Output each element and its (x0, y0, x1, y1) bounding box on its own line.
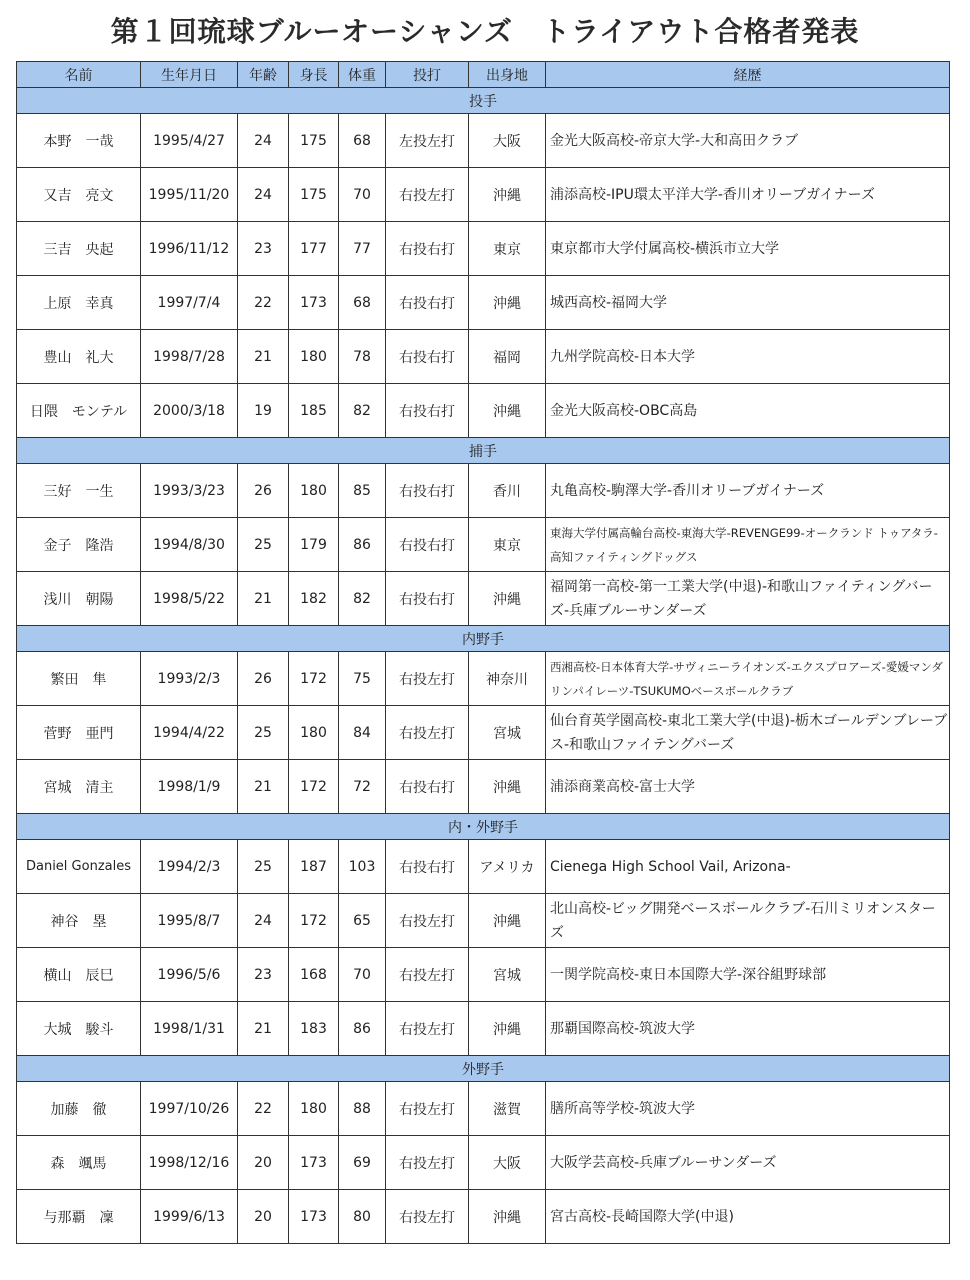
cell-bats-throws: 右投左打 (386, 1002, 469, 1056)
cell-age: 24 (238, 168, 289, 222)
cell-career: 浦添商業高校-富士大学 (546, 760, 950, 814)
cell-name: 上原 幸真 (17, 276, 141, 330)
cell-career: 膳所高等学校-筑波大学 (546, 1082, 950, 1136)
cell-height: 185 (289, 384, 339, 438)
cell-name: 与那覇 凜 (17, 1190, 141, 1244)
cell-hometown: 沖縄 (469, 894, 546, 948)
cell-weight: 68 (339, 114, 386, 168)
section-label: 投手 (17, 88, 950, 114)
cell-height: 172 (289, 894, 339, 948)
section-header-row (17, 88, 950, 114)
cell-weight: 77 (339, 222, 386, 276)
cell-hometown: 沖縄 (469, 760, 546, 814)
cell-career: 一関学院高校-東日本国際大学-深谷組野球部 (546, 948, 950, 1002)
cell-hometown: 沖縄 (469, 168, 546, 222)
cell-weight: 84 (339, 706, 386, 760)
player-row (17, 948, 950, 1002)
section-header-row (17, 438, 950, 464)
cell-name: 本野 一哉 (17, 114, 141, 168)
cell-career: 大阪学芸高校-兵庫ブルーサンダーズ (546, 1136, 950, 1190)
cell-career: 丸亀高校-駒澤大学-香川オリーブガイナーズ (546, 464, 950, 518)
cell-name: 宮城 清主 (17, 760, 141, 814)
cell-age: 21 (238, 1002, 289, 1056)
player-row (17, 840, 950, 894)
player-row (17, 114, 950, 168)
cell-bats-throws: 右投左打 (386, 894, 469, 948)
player-row (17, 384, 950, 438)
cell-career: 金光大阪高校-OBC高島 (546, 384, 950, 438)
cell-age: 21 (238, 572, 289, 626)
cell-birthdate: 1998/1/9 (141, 760, 238, 814)
player-row (17, 1002, 950, 1056)
cell-bats-throws: 右投左打 (386, 1190, 469, 1244)
cell-bats-throws: 右投左打 (386, 1082, 469, 1136)
cell-name: 豊山 礼大 (17, 330, 141, 384)
cell-weight: 70 (339, 948, 386, 1002)
cell-name: 菅野 亜門 (17, 706, 141, 760)
cell-age: 21 (238, 330, 289, 384)
cell-name: 又吉 亮文 (17, 168, 141, 222)
cell-career: 福岡第一高校-第一工業大学(中退)-和歌山ファイティングバーズ-兵庫ブルーサンダーズ (546, 572, 950, 626)
cell-hometown: 宮城 (469, 948, 546, 1002)
cell-name: 日隈 モンテル (17, 384, 141, 438)
cell-weight: 88 (339, 1082, 386, 1136)
cell-hometown: 沖縄 (469, 1002, 546, 1056)
player-row (17, 1136, 950, 1190)
cell-career: 東京都市大学付属高校-横浜市立大学 (546, 222, 950, 276)
cell-birthdate: 1999/6/13 (141, 1190, 238, 1244)
cell-hometown: 沖縄 (469, 1190, 546, 1244)
column-header-age: 年齢 (238, 62, 289, 88)
cell-height: 180 (289, 706, 339, 760)
cell-birthdate: 1996/11/12 (141, 222, 238, 276)
cell-name: 金子 隆浩 (17, 518, 141, 572)
cell-hometown: 大阪 (469, 1136, 546, 1190)
cell-birthdate: 1995/4/27 (141, 114, 238, 168)
cell-birthdate: 1995/11/20 (141, 168, 238, 222)
section-label: 内・外野手 (17, 814, 950, 840)
cell-career: 北山高校-ビッグ開発ベースボールクラブ-石川ミリオンスターズ (546, 894, 950, 948)
cell-career: 金光大阪高校-帝京大学-大和高田クラブ (546, 114, 950, 168)
page-title: 第１回琉球ブルーオーシャンズ トライアウト合格者発表 (110, 15, 860, 48)
player-row (17, 652, 950, 706)
cell-career: 東海大学付属高輪台高校-東海大学-REVENGE99-オークランド トゥアタラ-高知ファイティングドッグス (546, 518, 950, 572)
cell-age: 26 (238, 652, 289, 706)
cell-career: 浦添高校-IPU環太平洋大学-香川オリーブガイナーズ (546, 168, 950, 222)
cell-hometown: 香川 (469, 464, 546, 518)
cell-career: 城西高校-福岡大学 (546, 276, 950, 330)
cell-height: 175 (289, 114, 339, 168)
cell-height: 173 (289, 1136, 339, 1190)
cell-name: 横山 辰巳 (17, 948, 141, 1002)
cell-weight: 69 (339, 1136, 386, 1190)
cell-hometown: 福岡 (469, 330, 546, 384)
cell-bats-throws: 右投右打 (386, 760, 469, 814)
section-label: 捕手 (17, 438, 950, 464)
cell-height: 168 (289, 948, 339, 1002)
column-header-weight: 体重 (339, 62, 386, 88)
cell-weight: 72 (339, 760, 386, 814)
cell-weight: 85 (339, 464, 386, 518)
cell-birthdate: 1998/12/16 (141, 1136, 238, 1190)
header-row (17, 62, 950, 88)
cell-bats-throws: 右投左打 (386, 652, 469, 706)
cell-weight: 86 (339, 1002, 386, 1056)
cell-weight: 75 (339, 652, 386, 706)
cell-height: 173 (289, 1190, 339, 1244)
cell-hometown: 沖縄 (469, 276, 546, 330)
player-row (17, 464, 950, 518)
section-header-row (17, 1056, 950, 1082)
cell-hometown: 東京 (469, 518, 546, 572)
cell-name: 三好 一生 (17, 464, 141, 518)
cell-age: 25 (238, 706, 289, 760)
player-row (17, 894, 950, 948)
cell-birthdate: 1993/2/3 (141, 652, 238, 706)
cell-age: 24 (238, 894, 289, 948)
cell-career: 宮古高校-長崎国際大学(中退) (546, 1190, 950, 1244)
cell-weight: 103 (339, 840, 386, 894)
cell-age: 26 (238, 464, 289, 518)
cell-height: 179 (289, 518, 339, 572)
cell-bats-throws: 右投左打 (386, 706, 469, 760)
cell-age: 25 (238, 518, 289, 572)
cell-hometown: 東京 (469, 222, 546, 276)
cell-weight: 68 (339, 276, 386, 330)
cell-birthdate: 1996/5/6 (141, 948, 238, 1002)
cell-birthdate: 1997/10/26 (141, 1082, 238, 1136)
section-header-row (17, 626, 950, 652)
cell-name: 神谷 塁 (17, 894, 141, 948)
section-label: 外野手 (17, 1056, 950, 1082)
player-row (17, 276, 950, 330)
player-row (17, 1190, 950, 1244)
cell-weight: 82 (339, 572, 386, 626)
player-row (17, 222, 950, 276)
cell-weight: 80 (339, 1190, 386, 1244)
cell-birthdate: 1997/7/4 (141, 276, 238, 330)
cell-hometown: 宮城 (469, 706, 546, 760)
cell-weight: 70 (339, 168, 386, 222)
cell-height: 173 (289, 276, 339, 330)
cell-bats-throws: 右投左打 (386, 948, 469, 1002)
cell-name: 大城 駿斗 (17, 1002, 141, 1056)
cell-weight: 86 (339, 518, 386, 572)
player-row (17, 330, 950, 384)
column-header-bats-throws: 投打 (386, 62, 469, 88)
section-header-row (17, 814, 950, 840)
cell-name: 森 颯馬 (17, 1136, 141, 1190)
cell-bats-throws: 右投右打 (386, 464, 469, 518)
cell-hometown: 神奈川 (469, 652, 546, 706)
cell-bats-throws: 右投右打 (386, 384, 469, 438)
cell-bats-throws: 右投右打 (386, 518, 469, 572)
cell-birthdate: 1995/8/7 (141, 894, 238, 948)
cell-height: 183 (289, 1002, 339, 1056)
cell-age: 20 (238, 1190, 289, 1244)
cell-birthdate: 1993/3/23 (141, 464, 238, 518)
cell-age: 25 (238, 840, 289, 894)
cell-bats-throws: 右投左打 (386, 1136, 469, 1190)
cell-career: 仙台育英学園高校-東北工業大学(中退)-栃木ゴールデンブレーブス-和歌山ファイテングバーズ (546, 706, 950, 760)
player-row (17, 572, 950, 626)
cell-height: 182 (289, 572, 339, 626)
cell-hometown: 沖縄 (469, 384, 546, 438)
cell-bats-throws: 右投右打 (386, 222, 469, 276)
cell-height: 180 (289, 330, 339, 384)
cell-age: 22 (238, 1082, 289, 1136)
cell-height: 175 (289, 168, 339, 222)
column-header-career: 経歴 (546, 62, 950, 88)
cell-birthdate: 1998/1/31 (141, 1002, 238, 1056)
cell-hometown: 滋賀 (469, 1082, 546, 1136)
cell-hometown: 大阪 (469, 114, 546, 168)
cell-name: Daniel Gonzales (17, 840, 141, 894)
cell-name: 加藤 徹 (17, 1082, 141, 1136)
column-header-birthdate: 生年月日 (141, 62, 238, 88)
player-row (17, 518, 950, 572)
cell-birthdate: 1994/2/3 (141, 840, 238, 894)
cell-career: Cienega High School Vail, Arizona- (546, 840, 950, 894)
cell-age: 21 (238, 760, 289, 814)
cell-bats-throws: 左投左打 (386, 114, 469, 168)
cell-height: 180 (289, 464, 339, 518)
cell-birthdate: 1998/7/28 (141, 330, 238, 384)
player-row (17, 706, 950, 760)
cell-weight: 78 (339, 330, 386, 384)
cell-age: 22 (238, 276, 289, 330)
cell-weight: 65 (339, 894, 386, 948)
cell-height: 172 (289, 652, 339, 706)
cell-age: 20 (238, 1136, 289, 1190)
cell-birthdate: 2000/3/18 (141, 384, 238, 438)
cell-bats-throws: 右投右打 (386, 276, 469, 330)
cell-birthdate: 1994/4/22 (141, 706, 238, 760)
player-row (17, 1082, 950, 1136)
cell-height: 180 (289, 1082, 339, 1136)
cell-height: 177 (289, 222, 339, 276)
cell-weight: 82 (339, 384, 386, 438)
column-header-hometown: 出身地 (469, 62, 546, 88)
column-header-height: 身長 (289, 62, 339, 88)
player-row (17, 760, 950, 814)
cell-career: 西湘高校-日本体育大学-サヴィニーライオンズ-エクスプロアーズ-愛媛マンダリンパイレーツ-TSUKUMOベースボールクラブ (546, 652, 950, 706)
cell-name: 繁田 隼 (17, 652, 141, 706)
cell-age: 24 (238, 114, 289, 168)
cell-birthdate: 1998/5/22 (141, 572, 238, 626)
cell-bats-throws: 右投左打 (386, 168, 469, 222)
cell-age: 19 (238, 384, 289, 438)
cell-career: 九州学院高校-日本大学 (546, 330, 950, 384)
column-header-name: 名前 (17, 62, 141, 88)
cell-age: 23 (238, 222, 289, 276)
cell-height: 172 (289, 760, 339, 814)
cell-career: 那覇国際高校-筑波大学 (546, 1002, 950, 1056)
cell-hometown: アメリカ (469, 840, 546, 894)
tryout-results-table (16, 61, 950, 1244)
cell-name: 三吉 央起 (17, 222, 141, 276)
cell-age: 23 (238, 948, 289, 1002)
cell-hometown: 沖縄 (469, 572, 546, 626)
cell-height: 187 (289, 840, 339, 894)
player-row (17, 168, 950, 222)
cell-bats-throws: 右投右打 (386, 572, 469, 626)
cell-name: 浅川 朝陽 (17, 572, 141, 626)
cell-bats-throws: 右投右打 (386, 840, 469, 894)
cell-bats-throws: 右投右打 (386, 330, 469, 384)
section-label: 内野手 (17, 626, 950, 652)
cell-birthdate: 1994/8/30 (141, 518, 238, 572)
